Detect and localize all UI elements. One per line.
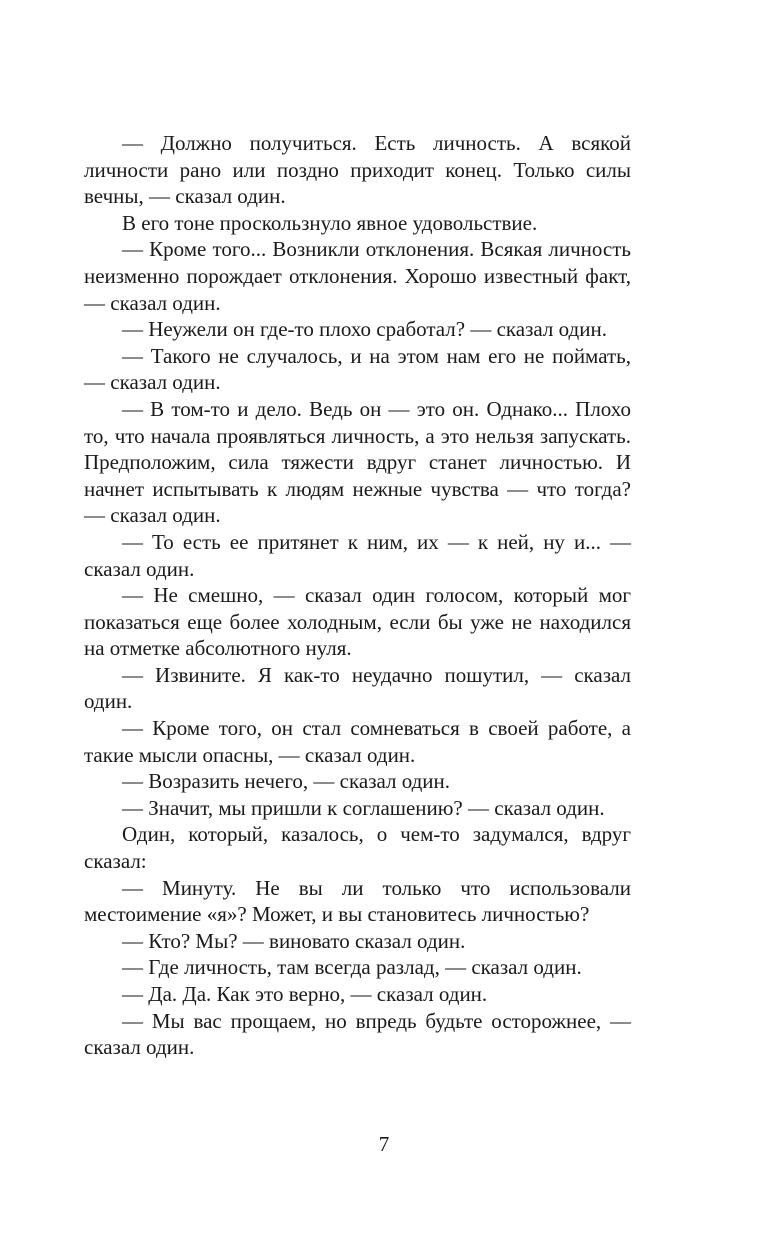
paragraph: — Такого не случалось, и на этом нам его не поймать, — сказал один. <box>84 343 631 395</box>
paragraph: — Извините. Я как-то неудачно пошутил, — сказал один. <box>84 662 631 714</box>
paragraph: — Где личность, там всегда разлад, — сказал один. <box>122 955 582 980</box>
paragraph: — Неужели он где-то плохо сработал? — сказал один. <box>122 317 607 342</box>
paragraph: — В том-то и дело. Ведь он — это он. Однако... Плохо то, что начала проявляться личность, а это нельзя запускать. Предположим, сила тяжести вдруг станет личностью. И начнет испытывать к людям нежные чувства — что тогда? — сказал один. <box>84 396 631 528</box>
page-body <box>84 130 631 1061</box>
paragraph: — Кроме того... Возникли отклонения. Всякая личность неизменно порождает отклонения. Хорошо известный факт, — сказал один. <box>84 237 631 315</box>
paragraph: — Да. Да. Как это верно, — сказал один. <box>122 982 488 1006</box>
paragraph: — Минуту. Не вы ли только что использовали местоимение «я»? Может, и вы становитесь личностью? <box>84 875 631 927</box>
paragraph: Один, который, казалось, о чем-то задумался, вдруг сказал: <box>84 822 631 874</box>
paragraph: — Не смешно, — сказал один голосом, который мог показаться еще более холодным, если бы уже не находился на отметке абсолютного нуля. <box>84 583 631 661</box>
paragraph: — То есть ее притянет к ним, их — к ней, ну и... — сказал один. <box>84 529 631 581</box>
paragraph: — Значит, мы пришли к соглашению? — сказал один. <box>122 795 605 820</box>
paragraph: — Кроме того, он стал сомневаться в своей работе, а такие мысли опасны, — сказал один. <box>84 716 631 767</box>
paragraph: В его тоне проскользнуло явное удовольствие. <box>122 210 538 235</box>
paragraph: — Кто? Мы? — виновато сказал один. <box>122 928 466 953</box>
paragraph: — Должно получиться. Есть личность. А всякой личности рано или поздно приходит конец. Только силы вечны, — сказал один. <box>84 131 631 209</box>
paragraph: — Возразить нечего, — сказал один. <box>122 769 451 794</box>
page-number: 7 <box>378 1132 390 1156</box>
paragraph: — Мы вас прощаем, но впредь будьте осторожнее, — сказал один. <box>84 1008 631 1060</box>
